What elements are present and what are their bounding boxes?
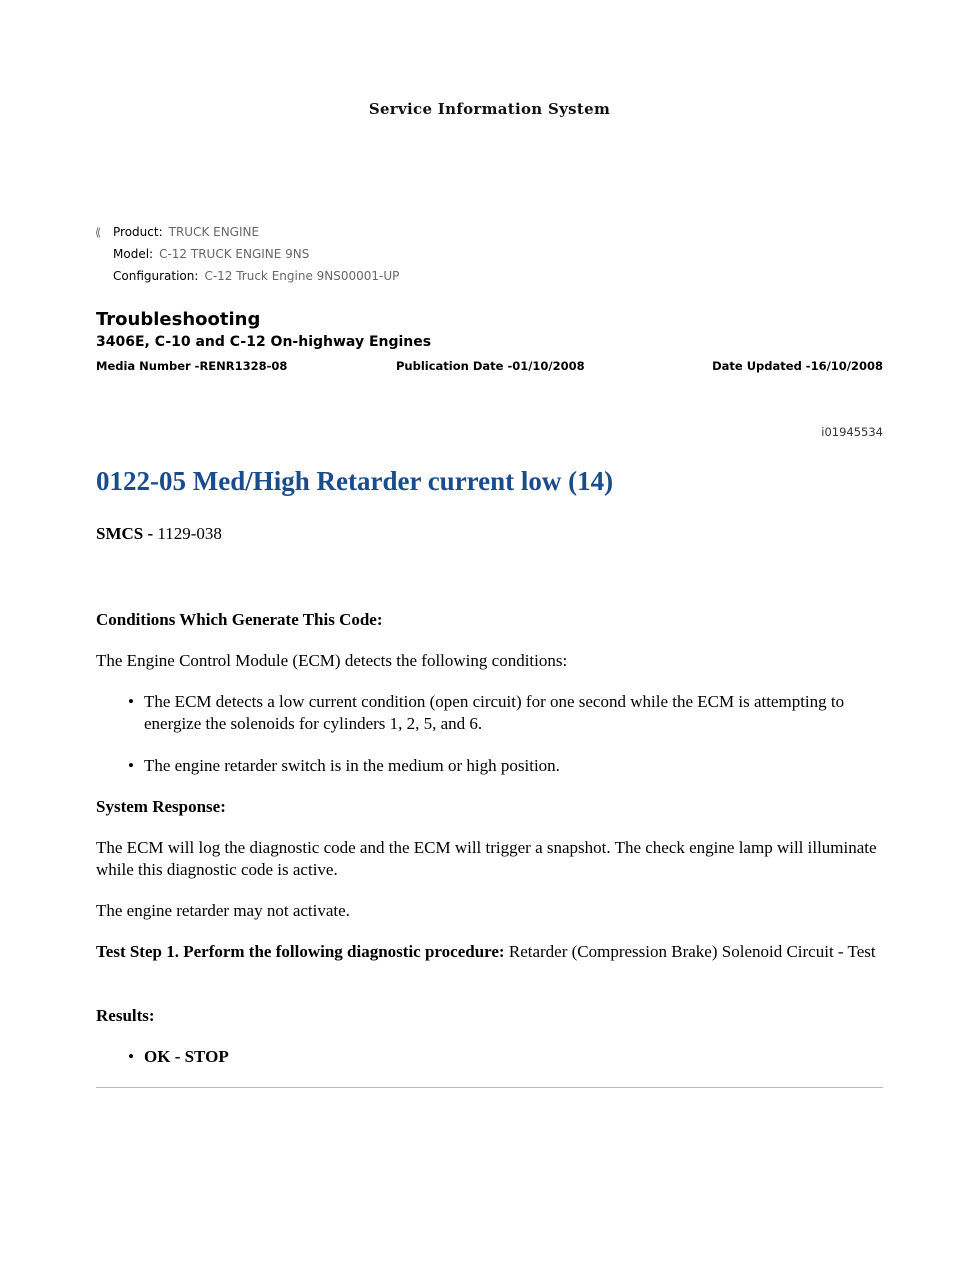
conditions-intro: The Engine Control Module (ECM) detects the following conditions:: [96, 651, 568, 670]
result-ok-stop: OK - STOP: [144, 1047, 229, 1066]
smcs-value: 1129-038: [157, 524, 222, 543]
bullet-icon: •: [128, 1047, 134, 1066]
test-step-heading: Test Step 1. Perform the following diagnostic procedure:: [96, 942, 505, 961]
model-label: Model:: [113, 247, 154, 261]
test-step-link-text: Retarder (Compression Brake) Solenoid Circuit - Test: [504, 942, 876, 961]
configuration-value: C-12 Truck Engine 9NS00001-UP: [204, 269, 400, 283]
response-paragraph-1: The ECM will log the diagnostic code and the ECM will trigger a snapshot. The check engine lamp will illuminate while this diagnostic code is active.: [96, 838, 877, 879]
system-title: Service Information System: [368, 100, 611, 118]
section-title: Troubleshooting: [96, 309, 261, 330]
media-number: Media Number -RENR1328-08: [96, 359, 288, 373]
list-item: [128, 1046, 868, 1068]
list-item: [128, 755, 868, 777]
date-updated: Date Updated -16/10/2008: [712, 359, 883, 373]
configuration-row: [96, 265, 399, 287]
product-row: [96, 221, 399, 243]
collapse-arrow-icon[interactable]: ⟪: [95, 226, 102, 239]
divider: [96, 1087, 883, 1088]
conditions-heading: Conditions Which Generate This Code:: [96, 610, 383, 629]
response-heading: System Response:: [96, 797, 226, 816]
product-value: TRUCK ENGINE: [168, 225, 260, 239]
model-value: C-12 TRUCK ENGINE 9NS: [159, 247, 310, 261]
page-title: 0122-05 Med/High Retarder current low (14): [96, 466, 614, 496]
bullet-icon: •: [128, 692, 134, 711]
smcs-code: [96, 524, 222, 544]
bullet-icon: •: [128, 756, 134, 775]
results-heading: Results:: [96, 1006, 155, 1025]
publication-date: Publication Date -01/10/2008: [396, 359, 585, 373]
product-info: [96, 221, 399, 287]
list-item-text: The engine retarder switch is in the medium or high position.: [144, 756, 560, 775]
engine-subtitle: 3406E, C-10 and C-12 On-highway Engines: [96, 334, 432, 350]
smcs-label: SMCS -: [96, 524, 154, 543]
list-item-text: The ECM detects a low current condition (open circuit) for one second while the ECM is attempting to energize the solenoids for cylinders 1, 2, 5, and 6.: [144, 692, 845, 733]
test-step: [96, 941, 883, 963]
list-item: [128, 691, 868, 735]
product-label: Product:: [113, 225, 163, 239]
document-id: i01945534: [821, 425, 883, 439]
model-row: [96, 243, 399, 265]
configuration-label: Configuration:: [113, 269, 199, 283]
response-paragraph-2: The engine retarder may not activate.: [96, 901, 350, 920]
